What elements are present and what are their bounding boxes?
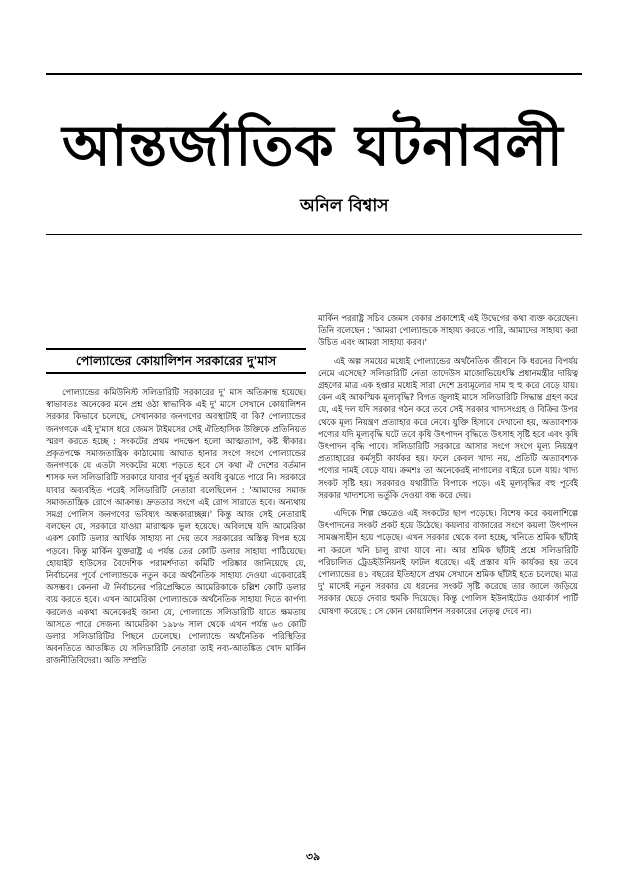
right-column (318, 312, 578, 832)
page-title: আন্তর্জাতিক ঘটনাবলী (62, 114, 564, 179)
page-number: ৩৯ (305, 850, 321, 863)
section-heading: পোল্যান্ডের কোয়ালিশন সরকারের দু'মাস (46, 348, 306, 374)
left-column (46, 322, 306, 842)
top-rule (46, 73, 582, 75)
paragraph: এই অল্প সময়ের মধ্যেই পোল্যান্ডের অর্থনৈতিক জীবনে কি ধরনের বিপর্যয় নেমে এসেছে? সলিডারিটি নেতা তাদেউস মাজোভিয়েৎস্কি প্রধানমন্ত্রীর দায়িত্ব গ্রহণের মাত্র এক হপ্তার মধ্যেই সারা দেশে দ্রব্যমূল্যের দাম হু হু করে বেড়ে যায়। কেন এই আকস্মিক মূল্যবৃদ্ধি? বিগত জুলাই মাসে সলিডারিটি সিদ্ধান্ত গ্রহণ করে যে, এই দল যদি সরকার গঠন করে তবে সেই সরকার খাদ্যসংগ্রহ ও বিক্রির উপর থেকে মূল্য নিয়ন্ত্রণ প্রত্যাহার করে নেবে। যুক্তি হিসাবে দেখানো হয়, অত্যাবশ্যক পণ্যের যদি মূল্যবৃদ্ধি ঘটে তবে কৃষি উৎপাদন বৃদ্ধিতে উৎসাহ সৃষ্টি হবে এবং কৃষি উৎপাদন বৃদ্ধি পাবে। সলিডারিটি সরকারে আসার সংগে সংগে মূল্য নিয়ন্ত্রণ প্রত্যাহারের কর্মসূচী কার্যকর হয়। ফলে কেবল খাদ্য নয়, প্রতিটি অত্যাবশ্যক পণ্যের দামই বেড়ে যায়। ক্রমশঃ তা অনেকেরই নাগালের বাইরে চলে যায়। খাদ্য সংকট সৃষ্টি হয়। সরকারও যথারীতি বিপাকে পড়ে। এই মূল্যবৃদ্ধির বহু পূর্বেই সরকার খাদ্যশস্যে ভর্তুকি দেওয়া বন্ধ করে দেয়। (318, 355, 578, 500)
header-divider (46, 234, 582, 235)
author-byline: অনিল বিশ্বাস (300, 196, 389, 216)
paragraph: পোল্যান্ডের কমিউনিস্ট সলিডারিটি সরকারের দু' মাস অতিক্রান্ত হয়েছে। স্বাভাবতঃ অনেকের মনে প্রশ্ন ওঠা স্বাভাবিক এই দু' মাসে সেখানে কোয়ালিশন সরকার কিভাবে চলেছে, সেখানকার জনগণের অবস্থাটাই বা কি? পোল্যান্ডের জনগণকে এই দু'মাস ধরে জেমস টাইমসের সেই ঐতিহাসিক উক্তিকে প্রতিনিয়ত স্মরণ করতে হচ্ছে : সংকটের প্রথম পদক্ষেপ হলো আত্মত্যাগ, কষ্ট স্বীকার। প্রকৃতপক্ষে সমাজতান্ত্রিক কাঠামোয় আঘাত হানার সংগে সংগে পোল্যান্ডের জনগণকে যে এতটা সংকটের মধ্যে পড়তে হবে সে কথা ঐ দেশের বর্তমান শাসক দল সলিডারিটি সরকারে যাবার পূর্ব মুহূর্ত অবধি বুঝতে পারে নি। সরকারে যাবার অব্যবহিত পরেই সলিডারিটি নেতারা বলেছিলেন : 'আমাদের সমাজ সমাজতান্ত্রিক রোগে আক্রান্ত। দ্রুততার সংগে এই রোগ সারাতে হবে। অন্যথায় সমগ্র পোলিস জনগণের ভবিষ্যৎ অন্ধকারাচ্ছন্ন।' কিন্তু আজ সেই নেতারাই বলছেন যে, সরকারে যাওয়া মারাত্মক ভুল হয়েছে। অবিলম্বে যদি আমেরিকা একশ কোটি ডলার আর্থিক সাহায্য না দেয় তবে সরকারের অস্তিত্ব বিপন্ন হয়ে পড়বে। কিন্তু মার্কিন যুক্তরাষ্ট্র এ পর্যন্ত তের কোটি ডলার সাহায্য পাঠিয়েছে। হোয়াইট হাউসের বৈদেশিক পরামর্শদাতা কমিটি পরিষ্কার জানিয়েছে যে, নির্বাচনের পূর্বে পোল্যান্ডকে নতুন করে অর্থনৈতিক সাহায্য দেওয়া একেবারেই অসম্ভব। কেননা ঐ নির্বাচনের পরিপ্রেক্ষিতে আমেরিকাকে চল্লিশ কোটি ডলার ব্যয় করতে হবে। এখন আমেরিকা পোল্যান্ডকে অর্থনৈতিক সাহায্য দিতে কার্পণ্য করলেও একথা অনেকেরই জানা যে, পোল্যান্ডে সলিডারিটি যাতে ক্ষমতায় আসতে পারে সেজন্য আমেরিকা ১৯৮৬ সাল থেকে এখন পর্যন্ত ৬৩ কোটি ডলার সলিডারিটির পিছনে ঢেলেছে। পোল্যান্ডে অর্থনৈতিক পরিস্থিতির অবনতিতে আতঙ্কিত যে সলিডারিটি নেতারা তাই নব্য-আতঙ্কিত খোদ মার্কিন রাজনীতিবিদেরা। অতি সম্প্রতি (46, 387, 306, 666)
paragraph: মার্কিন পররাষ্ট্র সচিব জেমস বেকার প্রকাশ্যেই এই উদ্বেগের কথা ব্যক্ত করেছেন। তিনি বলেছেন : 'আমরা পোল্যান্ডকে সাহায্য করতে পারি, আমাদের সাহায্য করা উচিত এবং আমরা সাহায্য করব।' (318, 313, 578, 348)
paragraph: এদিকে শিল্প ক্ষেত্রেও এই সংকটের ছাপ পড়েছে। বিশেষ করে কয়লাশিল্পে উৎপাদনের সংকট প্রকট হয়ে উঠেছে। কয়লার বাজারের সংগে কয়লা উৎপাদন সামঞ্জস্যহীন হয়ে পড়েছে। এখন সরকার থেকে বলা হচ্ছে, খনিতে শ্রমিক ছাঁটাই না করলে খনি চালু রাখা যাবে না। আর শ্রমিক ছাঁটাই প্রশ্নে সলিডারিটি পরিচালিত ট্রেডইউনিয়নই ফাটল ধরেছে। এই প্রস্তাব যদি কার্যকর হয় তবে পোল্যান্ডের ৪১ বছরের ইতিহাসে প্রথম সেখানে শ্রমিক ছাঁটাই হতে চলেছে। মাত্র দু' মাসেই নতুন সরকার যে ধরনের সংকট সৃষ্টি করেছে তার জালে জড়িয়ে সরকার ছেড়ে দেবার হুমকি দিয়েছে। কিন্তু পোলিস ইউনাইটেড ওয়ার্কার্স পার্টি ঘোষণা করেছে : সে কোন কোয়ালিশন সরকারের নেতৃত্ব দেবে না। (318, 508, 578, 616)
